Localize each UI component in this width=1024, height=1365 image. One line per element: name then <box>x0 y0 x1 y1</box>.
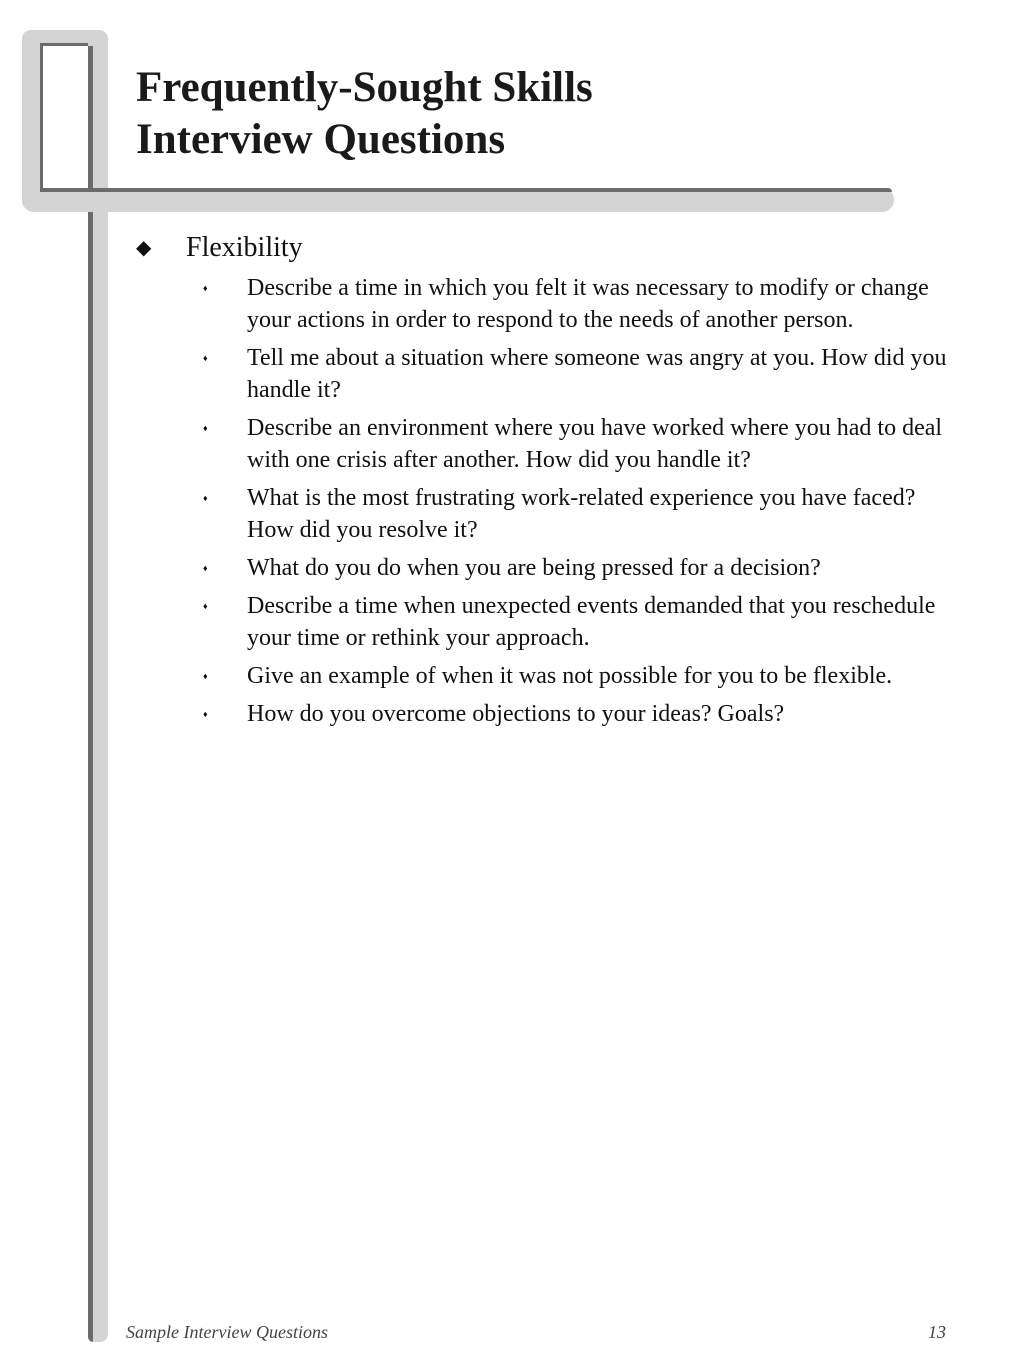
list-item <box>136 482 956 546</box>
frame-horizontal-shadow <box>40 188 892 192</box>
question-text: Give an example of when it was not possible for you to be flexible. <box>247 663 893 689</box>
small-diamond-icon: ♦ <box>203 283 208 293</box>
list-item <box>136 590 956 654</box>
small-diamond-icon: ♦ <box>203 709 208 719</box>
list-item <box>136 698 956 730</box>
frame-left-shadow <box>40 46 43 188</box>
question-text: Describe a time in which you felt it was necessary to modify or change your actions in order to respond to the needs of another person. <box>247 275 929 333</box>
question-text: Describe an environment where you have worked where you had to deal with one crisis after another. How did you handle it? <box>247 415 943 473</box>
question-text: How do you overcome objections to your ideas? Goals? <box>247 701 785 727</box>
topic-heading <box>136 230 956 266</box>
footer-document-title: Sample Interview Questions <box>126 1322 328 1342</box>
diamond-icon: ◆ <box>136 237 152 259</box>
list-item <box>136 660 956 692</box>
list-item <box>136 552 956 584</box>
question-text: What is the most frustrating work-related experience you have faced? How did you resolve it? <box>247 485 916 543</box>
small-diamond-icon: ♦ <box>203 493 208 503</box>
page-title <box>136 62 593 166</box>
small-diamond-icon: ♦ <box>203 601 208 611</box>
small-diamond-icon: ♦ <box>203 563 208 573</box>
small-diamond-icon: ♦ <box>203 353 208 363</box>
question-text: What do you do when you are being pressed for a decision? <box>247 555 821 581</box>
main-content <box>136 230 956 736</box>
frame-left-bar <box>22 30 40 210</box>
page-title-line-1: Frequently-Sought Skills <box>136 64 593 111</box>
list-item <box>136 412 956 476</box>
footer-page-number: 13 <box>928 1322 946 1342</box>
page-title-line-2: Interview Questions <box>136 116 506 163</box>
small-diamond-icon: ♦ <box>203 671 208 681</box>
list-item <box>136 342 956 406</box>
question-list <box>136 272 956 730</box>
topic-label: Flexibility <box>186 232 303 263</box>
list-item <box>136 272 956 336</box>
frame-vertical-shadow <box>88 46 93 1342</box>
question-text: Tell me about a situation where someone was angry at you. How did you handle it? <box>247 345 947 403</box>
question-text: Describe a time when unexpected events demanded that you reschedule your time or rethink your approach. <box>247 593 936 651</box>
small-diamond-icon: ♦ <box>203 423 208 433</box>
